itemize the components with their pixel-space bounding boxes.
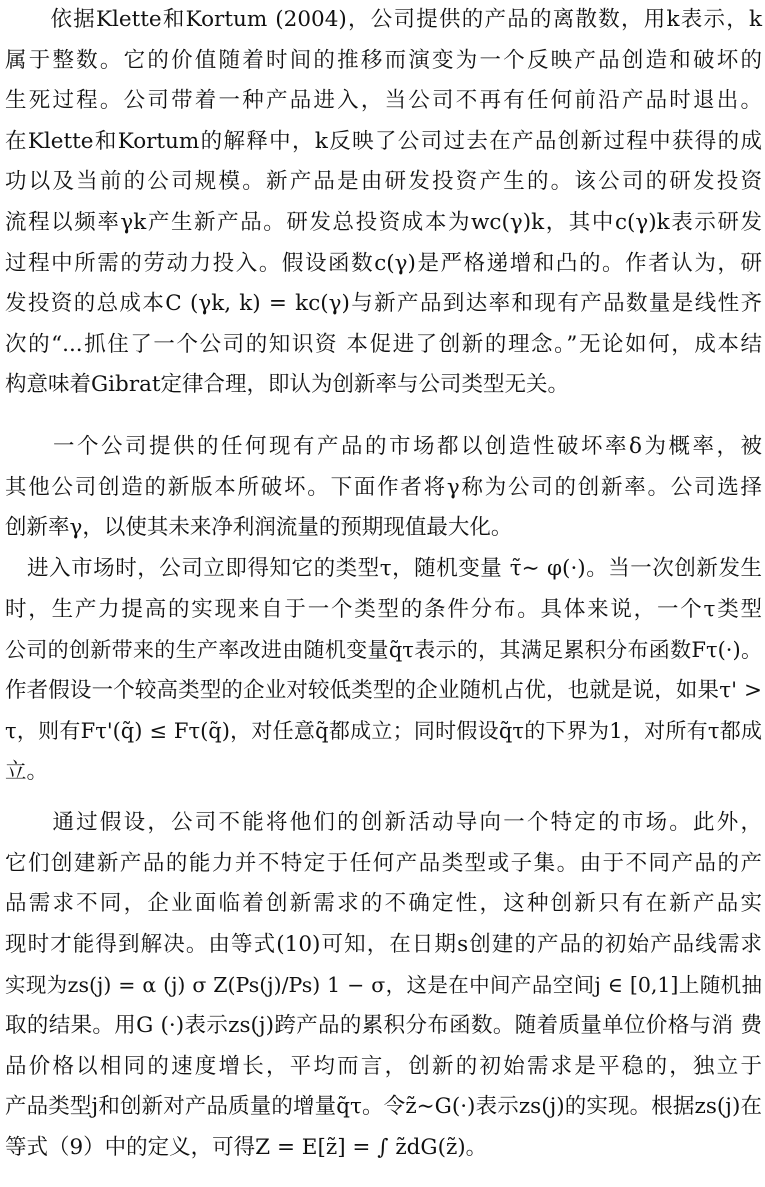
text-line: 实现为zs(j) = α (j) σ Z(Ps(j)/Ps) 1 − σ，这是在中间产品空间j ∈ [0,1]上随机抽 [5, 973, 762, 998]
paragraph-4 [5, 803, 762, 1168]
text-line: 次的“...抓住了一个公司的知识资 本促进了创新的理念。”无论如何，成本结 [5, 331, 762, 357]
text-line: 立。 [5, 758, 49, 784]
paragraph-1 [5, 0, 762, 406]
text-line: 在Klette和Kortum的解释中，k反映了公司过去在产品创新过程中获得的成 [5, 128, 762, 154]
text-line: 一个公司提供的任何现有产品的市场都以创造性破坏率δ为概率，被 [5, 434, 762, 459]
text-line: 等式（9）中的定义，可得Z = E[z̃] = ∫ z̃dG(z̃)。 [5, 1134, 488, 1160]
text-line: 通过假设，公司不能将他们的创新活动导向一个特定的市场。此外， [5, 810, 762, 835]
text-line: 过程中所需的劳动力投入。假设函数c(γ)是严格递增和凸的。作者认为，研 [5, 250, 762, 276]
text-line: 品需求不同，企业面临着创新需求的不确定性，这种创新只有在新产品实 [5, 891, 762, 917]
text-line: 产品类型j和创新对产品质量的增量q̃τ。令z̃∼G(·)表示zs(j)的实现。根据zs(j)在 [5, 1094, 762, 1120]
text-line: 时，生产力提高的实现来自于一个类型的条件分布。具体来说，一个τ类型 [5, 596, 762, 622]
paragraph-2 [5, 427, 762, 549]
text-line: 进入市场时，公司立即得知它的类型τ，随机变量 τ̃∼ φ(·)。当一次创新发生 [5, 556, 762, 581]
text-line: 发投资的总成本C (γk, k) = kc(γ)与新产品到达率和现有产品数量是线性齐 [5, 291, 762, 317]
text-line: 品价格以相同的速度增长，平均而言，创新的初始需求是平稳的，独立于 [5, 1053, 762, 1079]
text-line: 它们创建新产品的能力并不特定于任何产品类型或子集。由于不同产品的产 [5, 850, 762, 876]
text-line: 公司的创新带来的生产率改进由随机变量q̃τ表示的，其满足累积分布函数Fτ(·)。 [5, 638, 762, 663]
paragraph-3 [5, 549, 762, 793]
text-line: 流程以频率γk产生新产品。研发总投资成本为wc(γ)k，其中c(γ)k表示研发 [5, 209, 762, 235]
text-line: τ，则有Fτ'(q̃) ≤ Fτ(q̃)，对任意q̃都成立；同时假设q̃τ的下界为1，对所有τ都成 [5, 719, 762, 744]
text-line: 构意味着Gibrat定律合理，即认为创新率与公司类型无关。 [5, 372, 570, 398]
text-line: 现时才能得到解决。由等式(10)可知，在日期s创建的产品的初始产品线需求 [5, 931, 762, 957]
text-line: 属于整数。它的价值随着时间的推移而演变为一个反映产品创造和破坏的 [5, 47, 762, 73]
text-line: 功以及当前的公司规模。新产品是由研发投资产生的。该公司的研发投资 [5, 169, 762, 195]
text-line: 其他公司创造的新版本所破坏。下面作者将γ称为公司的创新率。公司选择 [5, 474, 762, 500]
text-line: 依据Klette和Kortum (2004)，公司提供的产品的离散数，用k表示，k [5, 7, 762, 32]
text-line: 取的结果。用G (·)表示zs(j)跨产品的累积分布函数。随着质量单位价格与消 费 [5, 1012, 762, 1038]
text-line: 生死过程。公司带着一种产品进入，当公司不再有任何前沿产品时退出。 [5, 88, 762, 114]
text-line: 创新率γ，以使其未来净利润流量的预期现值最大化。 [5, 515, 513, 541]
text-line: 作者假设一个较高类型的企业对较低类型的企业随机占优，也就是说，如果τ' > [5, 677, 762, 703]
